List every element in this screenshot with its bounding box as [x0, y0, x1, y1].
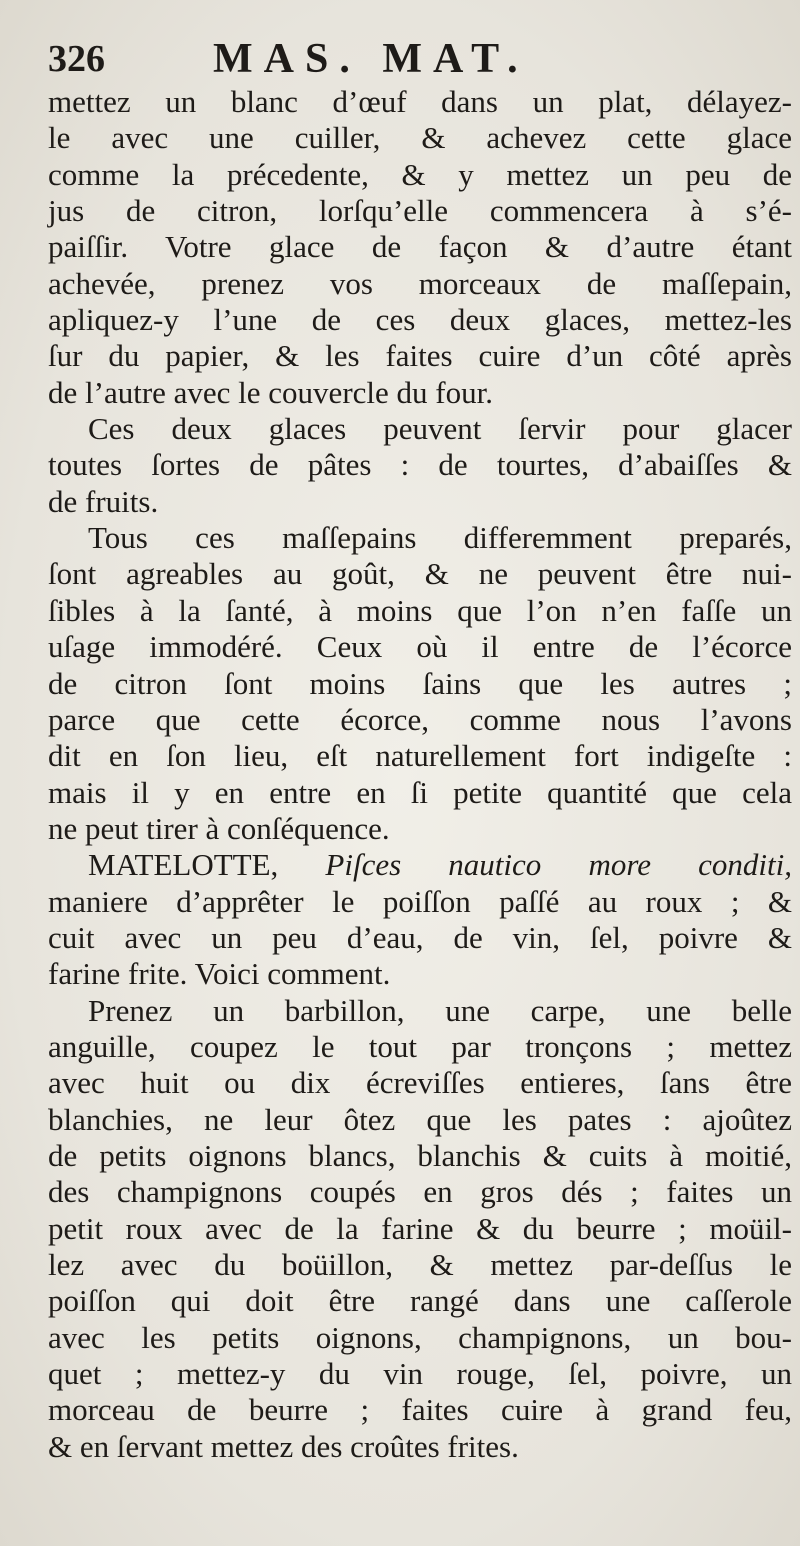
text-line: Ces deux glaces peuvent ſervir pour glacer [88, 411, 792, 447]
text-line: morceau de beurre ; faites cuire à grand feu, [48, 1392, 792, 1428]
text-line: de fruits. [48, 483, 159, 519]
text-line: petit roux avec de la farine & du beurre ; moüil- [48, 1210, 792, 1246]
text-line: Prenez un barbillon, une carpe, une belle [88, 992, 792, 1028]
text-line: apliquez-y l’une de ces deux glaces, mettez-les [48, 302, 792, 338]
body-text [48, 84, 792, 1465]
text-line: ſibles à la ſanté, à moins que l’on n’en faſſe un [48, 592, 792, 628]
text-line: achevée, prenez vos morceaux de maſſepain, [48, 265, 792, 301]
text-line: de l’autre avec le couvercle du four. [48, 374, 493, 410]
text-line: de petits oignons blancs, blanchis & cuits à moitié, [48, 1137, 792, 1173]
page-number: 326 [48, 38, 105, 80]
running-head: MAS. MAT. [213, 36, 529, 82]
text-line: avec les petits oignons, champignons, un bou- [48, 1319, 792, 1355]
text-line: mais il y en entre en ſi petite quantité que cela [48, 774, 792, 810]
page-header [48, 34, 788, 90]
text-line: & en ſervant mettez des croûtes frites. [48, 1428, 519, 1464]
text-line: parce que cette écorce, comme nous l’avons [48, 701, 792, 737]
text-line: ne peut tirer à conſéquence. [48, 810, 390, 846]
text-line: dit en ſon lieu, eſt naturellement fort indigeſte : [48, 738, 792, 774]
text-line: blanchies, ne leur ôtez que les pates : ajoûtez [48, 1101, 792, 1137]
text-line: maniere d’apprêter le poiſſon paſſé au roux ; & [48, 883, 792, 919]
text-line: cuit avec un peu d’eau, de vin, ſel, poivre & [48, 919, 792, 955]
text-line: de citron ſont moins ſains que les autres ; [48, 665, 792, 701]
text-line: ſont agreables au goût, & ne peuvent être nui- [48, 556, 792, 592]
text-line: toutes ſortes de pâtes : de tourtes, d’abaiſſes & [48, 447, 792, 483]
text-line: anguille, coupez le tout par tronçons ; mettez [48, 1028, 792, 1064]
text-line: le avec une cuiller, & achevez cette glace [48, 120, 792, 156]
text-line: poiſſon qui doit être rangé dans une caſſerole [48, 1283, 792, 1319]
text-line: comme la précedente, & y mettez un peu de [48, 156, 792, 192]
text-line: quet ; mettez-y du vin rouge, ſel, poivre, un [48, 1356, 792, 1392]
text-line: uſage immodéré. Ceux où il entre de l’écorce [48, 629, 792, 665]
entry-headword: MATELOTTE, [88, 847, 326, 883]
latin-gloss: Piſces nautico more conditi, [325, 847, 792, 883]
text-line: ſur du papier, & les faites cuire d’un côté après [48, 338, 792, 374]
text-line: farine frite. Voici comment. [48, 956, 391, 992]
text-line [48, 847, 792, 883]
text-line: lez avec du boüillon, & mettez par-deſſus le [48, 1247, 792, 1282]
text-line: Tous ces maſſepains differemment preparés, [88, 520, 792, 556]
text-line: paiſſir. Votre glace de façon & d’autre étant [48, 229, 792, 265]
text-line: jus de citron, lorſqu’elle commencera à s’é- [48, 193, 792, 229]
text-line: des champignons coupés en gros dés ; faites un [48, 1174, 792, 1210]
text-line: mettez un blanc d’œuf dans un plat, délayez- [48, 84, 792, 119]
text-line: avec huit ou dix écreviſſes entieres, ſans être [48, 1065, 792, 1101]
